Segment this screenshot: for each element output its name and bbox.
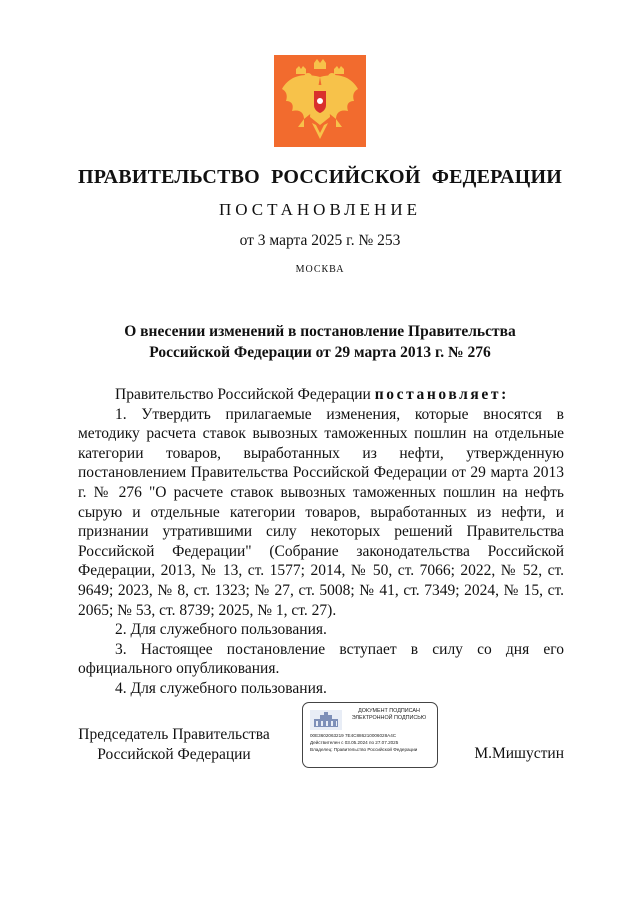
certificate-number: 00E3602063219 7E4C886210006028A4C xyxy=(310,733,397,738)
government-title: ПРАВИТЕЛЬСТВО РОССИЙСКОЙ ФЕДЕРАЦИИ xyxy=(78,166,562,188)
stamp-title-line-1: ДОКУМЕНТ ПОДПИСАН xyxy=(358,708,420,714)
certificate-owner: Владелец: Правительство Российской Федерации xyxy=(310,747,418,752)
signer-title xyxy=(74,725,274,765)
signer-line-2: Российской Федерации xyxy=(97,746,251,763)
paragraph-2: 2. Для служебного пользования. xyxy=(115,621,327,639)
document-subject xyxy=(100,321,540,363)
certificate-validity: Действителен с 03.05.2024 по 27.07.2025 xyxy=(310,740,399,745)
paragraph-3: 3. Настоящее постановление вступает в силу со дня его официального опубликования. xyxy=(78,640,564,678)
intro-prefix: Правительство Российской Федерации xyxy=(115,386,371,403)
stamp-title xyxy=(343,708,435,722)
document-body xyxy=(78,385,564,699)
subject-line-1: О внесении изменений в постановление Правительства xyxy=(124,323,516,340)
signer-name: М.Мишустин xyxy=(474,745,564,762)
document-type: ПОСТАНОВЛЕНИЕ xyxy=(218,200,421,219)
russian-coat-of-arms-icon xyxy=(274,55,366,147)
document-city: МОСКВА xyxy=(295,264,345,275)
document-date-number: от 3 марта 2025 г. № 253 xyxy=(239,232,401,249)
intro-paragraph xyxy=(78,385,564,405)
electronic-signature-stamp xyxy=(302,702,438,768)
paragraph-1: 1. Утвердить прилагаемые изменения, которые вносятся в методику расчета ставок вывозных таможенных пошлин на отдельные категории товаров, выработанных из нефти, утвержденную постановлением Правительства Российской Федерации от 29 марта 2013 г. № 276 "О расчете ставок вывозных таможенных пошлин на нефть сырую и отдельные категории товаров, выработанных из нефти, и признании утратившими силу некоторых решений Правительства Российской Федерации" (Собрание законодательства Российской Федерации, 2013, № 13, ст. 1577; 2014, № 50, ст. 7066; 2022, № 52, ст. 9649; 2023, № 8, ст. 1323; № 27, ст. 5008; № 41, ст. 7349; 2024, № 15, ст. 2065; № 53, ст. 8739; 2025, № 1, ст. 27). xyxy=(78,405,564,619)
subject-line-2: Российской Федерации от 29 марта 2013 г. № 276 xyxy=(149,344,491,361)
signer-line-1: Председатель Правительства xyxy=(78,726,270,743)
stamp-title-line-2: ЭЛЕКТРОННОЙ ПОДПИСЬЮ xyxy=(351,714,427,721)
paragraph-4: 4. Для служебного пользования. xyxy=(115,679,327,697)
intro-resolves: постановляет: xyxy=(374,386,509,403)
building-icon xyxy=(310,710,342,730)
